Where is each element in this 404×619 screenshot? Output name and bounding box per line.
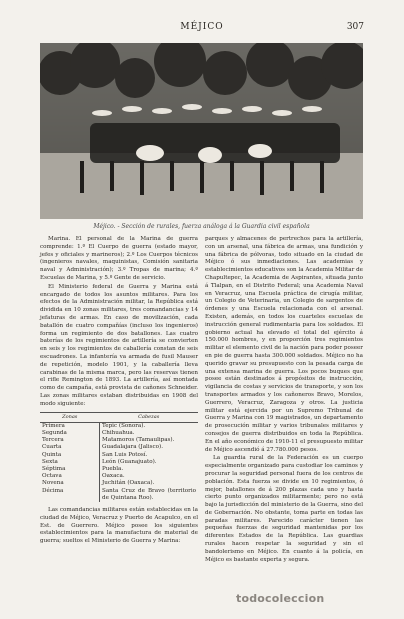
zone-cell: Novena xyxy=(40,480,100,487)
table-row xyxy=(40,480,198,487)
head-cell: Puebla. xyxy=(102,465,124,472)
paragraph-ministerio: El Ministerio federal de Guerra y Marina está encargado de todos los asuntos militares. Para los efectos de la Administración militar, la República está dividida en 10 zonas militares, tres comandancias y 14 jefaturas de armas. En caso de movilización, cada batallón de cuatro compañías (incluso los ingenieros) forma un regimiento de dos batallones. Las cuatro baterías de los regimientos de artillería se convierten en seis y los regimientos de caballería constan de seis escuadrones. La infantería va armada de fusil Mauser de repetición, modelo 1901, y la caballería lleva carabinas de la misma marca, pero las reservas tienen el rifle Remington de 1893. La artillería, así montada como de campaña, está provista de cañones Schneider. Las zonas militares estaban distribuidas en 1908 del modo siguiente: xyxy=(40,283,198,407)
watermark-logo: todocoleccion xyxy=(236,592,325,605)
paragraph-guardia-rural: La guardia rural de la Federación es un cuerpo especialmente organizado para custodiar los caminos y procurar la seguridad personal fuera de los centros de población. Esta fuerza se divide en 10 regimientos, ó mejor, batallones de á 200 plazas cada uno y hasta cierto punto organizados militarmente; pero no está bajo la jurisdicción del ministerio de la Guerra, sino del de Gobernación. No obstante, toma parte en todas las paradas militares. Parecido carácter tienen las pequeñas fuerzas de seguridad mantenidas por los diferentes Estados de la República. Las guardias rurales hacen respetar la seguridad y sin el bandolerismo en Méjico. En cuanto á la policía, en Méjico es bastante experta y segura. xyxy=(205,455,363,563)
zone-cell: Tercera xyxy=(40,437,100,444)
left-column xyxy=(40,236,198,547)
zone-cell: Décima xyxy=(40,488,100,502)
running-title: MÉJICO xyxy=(180,22,224,32)
head-cell: Oaxaca. xyxy=(102,473,125,480)
zone-cell: Séptima xyxy=(40,466,100,473)
zone-cell: Primera xyxy=(40,422,100,430)
table-row xyxy=(40,459,198,466)
head-cell: Tepic (Sonora). xyxy=(102,422,146,429)
photo-caption: Méjico. - Sección de rurales, fuerza análoga á la Guardia civil española xyxy=(93,223,310,230)
head-cell: Juchitán (Oaxaca). xyxy=(102,480,155,487)
head-cell: Matamoros (Tamaulipas). xyxy=(102,437,175,444)
table-row xyxy=(40,422,198,430)
head-cell: León (Guanajuato). xyxy=(102,458,157,465)
table-row xyxy=(40,466,198,473)
page-header xyxy=(40,22,364,34)
military-zones-table xyxy=(40,412,198,502)
head-cell: Santa Cruz de Bravo (territorio de Quintana Roo). xyxy=(102,487,196,501)
table-row xyxy=(40,488,198,502)
page-number: 307 xyxy=(346,22,364,32)
table-header-heads: Cabezas xyxy=(100,412,199,422)
table-row xyxy=(40,452,198,459)
head-cell: San Luis Potosí. xyxy=(102,451,148,458)
paragraph-parques: parques y almacenes de pertrechos para la artillería, con un arsenal, una fábrica de armas, una fundición y una fábrica de pólvoras, todo situado en la ciudad de Méjico ó sus inmediaciones. Las academias y establecimientos educativos son la Academia Militar de Chapultepec, la Academia de Aspirantes, situada junto á Tlalpan, en el Distrito Federal; una Academia Naval en Veracruz, una Escuela práctica de cirugía militar, un Colegio de Veterinaria, un Colegio de sargentos de órdenes y una Escuela relacionada con el arsenal. Existen, además, en todos los cuarteles escuelas de instrucción general rudimentaria para los soldados. El gobierno actual ha elevado el total del ejército á 150.000 hombres, y en proporción tres regimientos militar el elemento civil de la nación para poder poseer en pie de guerra hasta 300.000 soldados. Méjico no ha querido gravar su presupuesto con la pesada carga de una extensa marina de guerra. Los pocos buques que posee están destinados á propósitos de instrucción, vigilancia de costas y servicios de transporte, y son los transportes armados y los cañoneros Bravo, Morelos, Guerrero, Veracruz, Zaragoza y otros. La justicia militar está ejercida por un Supremo Tribunal de Guerra y Marina con 19 magistrados, un departamento de prosecución militar y varios tribunales militares y consejos de guerra distribuidos en toda la República. En el año económico de 1910-11 el presupuesto militar de Méjico ascendió á 27.780.000 pesos. xyxy=(205,236,363,453)
cavalry-photo-illustration xyxy=(40,43,363,219)
table-row xyxy=(40,444,198,451)
table-header-zones: Zonas xyxy=(40,412,100,422)
paragraph-comandancias: Las comandancias militares están establecidas en la ciudad de Méjico, Veracruz y Puerto de Acapulco, en el Est. de Guerrero. Méjico posee los siguientes establecimientos para la manufactura de material de guerra; sueltos el Ministerio de Guerra y Marina: xyxy=(40,506,198,545)
paragraph-marina: Marina. El personal de la Marina de guerra comprende: 1.º El Cuerpo de guerra (estado mayor, jefes y oficiales y marineros); 2.º Los Cuerpos técnicos (ingenieros navales, maquinistas, Comisión sanitaria naval y Administración); 3.º Tropas de marina; 4.º Escuelas de Marina, y 5.º Gente de servicio. xyxy=(40,236,198,281)
right-column xyxy=(205,236,363,565)
zone-cell: Octava xyxy=(40,473,100,480)
zone-cell: Sexta xyxy=(40,459,100,466)
historical-photo xyxy=(40,43,363,219)
head-cell: Chihuahua. xyxy=(102,429,135,436)
zone-cell: Cuarta xyxy=(40,444,100,451)
zone-cell: Segunda xyxy=(40,430,100,437)
zone-cell: Quinta xyxy=(40,452,100,459)
head-cell: Guadalajara (Jalisco). xyxy=(102,444,163,451)
